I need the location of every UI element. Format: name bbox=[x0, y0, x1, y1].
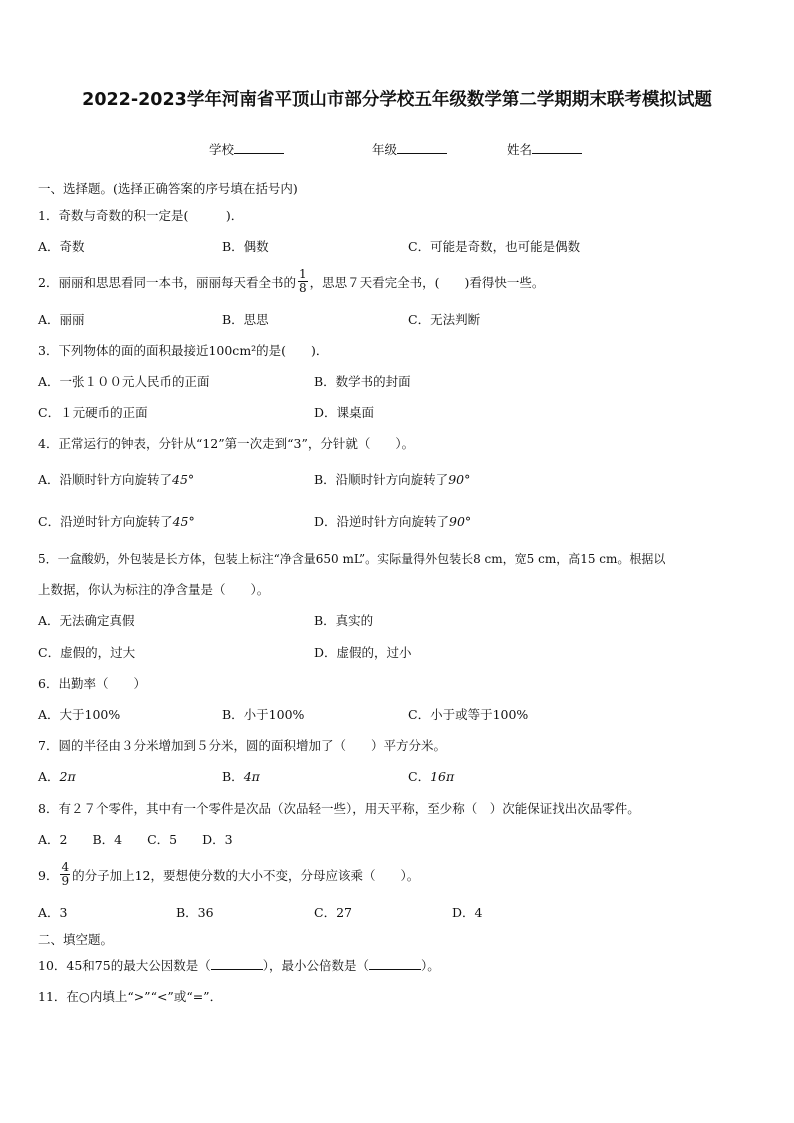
q4-option-d bbox=[314, 514, 471, 530]
school-field bbox=[209, 140, 284, 158]
name-blank bbox=[532, 153, 582, 154]
q2-option-b: B．思思 bbox=[222, 312, 269, 327]
q5-option-a: A．无法确定真假 bbox=[38, 613, 135, 628]
q5-option-b: B．真实的 bbox=[314, 613, 374, 628]
q2-text-before: 2．丽丽和思思看同一本书，丽丽每天看全书的 bbox=[38, 275, 296, 290]
q4-c-value: 45° bbox=[172, 514, 195, 529]
q2-fraction-numerator: 1 bbox=[298, 267, 307, 281]
q8-options: A．2 B．4 C．5 D．3 bbox=[38, 832, 233, 847]
question-11: 11．在○内填上“>”“<”或“=”． bbox=[38, 989, 223, 1004]
q10-text-after: ）。 bbox=[420, 958, 440, 973]
q9-fraction-numerator: 4 bbox=[61, 860, 70, 874]
q2-fraction bbox=[298, 268, 308, 295]
q6-option-c: C．小于或等于100% bbox=[408, 707, 529, 722]
q4-b-text: B．沿顺时针方向旋转了 bbox=[314, 472, 449, 487]
q7-a-value: 2π bbox=[59, 769, 76, 784]
q7-a-label: A． bbox=[38, 769, 60, 784]
q9-fraction-denominator: 9 bbox=[61, 874, 70, 888]
q2-option-a: A．丽丽 bbox=[38, 312, 85, 327]
q9-option-b: B．36 bbox=[176, 905, 214, 920]
q4-b-value: 90° bbox=[448, 472, 471, 487]
q4-a-text: A．沿顺时针方向旋转了 bbox=[38, 472, 173, 487]
q9-option-c: C．27 bbox=[314, 905, 352, 920]
q6-option-a: A．大于100% bbox=[38, 707, 121, 722]
q6-option-b: B．小于100% bbox=[222, 707, 305, 722]
q7-c-value: 16π bbox=[430, 769, 455, 784]
question-5-line-1: 5．一盒酸奶，外包装是长方体，包装上标注“净含量650 mL”。实际量得外包装长8 cm，宽5 cm，高15 cm。根据以 bbox=[38, 552, 666, 566]
q5-option-c: C．虚假的，过大 bbox=[38, 645, 136, 660]
q7-option-c bbox=[408, 769, 454, 785]
school-label: 学校 bbox=[209, 142, 235, 157]
q4-option-b bbox=[314, 472, 470, 488]
q9-text-after: 的分子加上12，要想使分数的大小不变，分母应该乘（ ）。 bbox=[72, 868, 420, 883]
grade-field bbox=[372, 140, 447, 158]
question-6: 6．出勤率（ ） bbox=[38, 676, 146, 691]
q1-option-c: C．可能是奇数，也可能是偶数 bbox=[408, 239, 581, 254]
question-5-line-2: 上数据，你认为标注的净含量是（ ）。 bbox=[38, 582, 270, 597]
q3-option-b: B．数学书的封面 bbox=[314, 374, 411, 389]
question-1: 1．奇数与奇数的积一定是( )． bbox=[38, 208, 244, 223]
question-9 bbox=[38, 861, 419, 891]
q5-option-d: D．虚假的，过小 bbox=[314, 645, 412, 660]
question-3: 3．下列物体的面的面积最接近100cm²的是( )． bbox=[38, 343, 329, 358]
section-1-heading: 一、选择题。(选择正确答案的序号填在括号内) bbox=[38, 181, 298, 196]
q3-option-a: A．一张１００元人民币的正面 bbox=[38, 374, 210, 389]
q7-option-a bbox=[38, 769, 76, 785]
q4-a-value: 45° bbox=[172, 472, 195, 487]
name-field bbox=[507, 140, 582, 158]
page-title: 2022-2023学年河南省平顶山市部分学校五年级数学第二学期期末联考模拟试题 bbox=[82, 90, 712, 110]
grade-label: 年级 bbox=[372, 142, 398, 157]
q9-option-a: A．3 bbox=[38, 905, 68, 920]
q7-option-b bbox=[222, 769, 260, 785]
q2-option-c: C．无法判断 bbox=[408, 312, 481, 327]
q10-text-middle: ），最小公倍数是（ bbox=[262, 958, 369, 973]
q3-option-c: C．１元硬币的正面 bbox=[38, 405, 148, 420]
q2-fraction-denominator: 8 bbox=[298, 281, 307, 295]
q3-option-d: D．课桌面 bbox=[314, 405, 375, 420]
q2-text-after: ，思思７天看完全书，( )看得快一些。 bbox=[309, 275, 545, 290]
question-7: 7．圆的半径由３分米增加到５分米，圆的面积增加了（ ）平方分米。 bbox=[38, 738, 446, 753]
question-2 bbox=[38, 268, 544, 298]
q7-b-value: 4π bbox=[243, 769, 260, 784]
name-label: 姓名 bbox=[507, 142, 533, 157]
q1-option-b: B．偶数 bbox=[222, 239, 269, 254]
q7-b-label: B． bbox=[222, 769, 244, 784]
q10-blank-lcm[interactable] bbox=[369, 969, 421, 970]
q4-c-text: C．沿逆时针方向旋转了 bbox=[38, 514, 173, 529]
question-8: 8．有２７个零件，其中有一个零件是次品（次品轻一些），用天平称，至少称（ ）次能保证找出次品零件。 bbox=[38, 801, 640, 816]
q10-text-before: 10．45和75的最大公因数是（ bbox=[38, 958, 211, 973]
section-2-heading: 二、填空题。 bbox=[38, 932, 114, 947]
q9-text-before: 9． bbox=[38, 868, 59, 883]
q4-d-text: D．沿逆时针方向旋转了 bbox=[314, 514, 450, 529]
question-4: 4．正常运行的钟表，分针从“12”第一次走到“3”，分针就（ ）。 bbox=[38, 436, 415, 451]
q4-option-a bbox=[38, 472, 194, 488]
q10-blank-gcd[interactable] bbox=[211, 969, 263, 970]
grade-blank bbox=[397, 153, 447, 154]
question-10 bbox=[38, 958, 440, 974]
school-blank bbox=[234, 153, 284, 154]
q4-d-value: 90° bbox=[449, 514, 472, 529]
q1-option-a: A．奇数 bbox=[38, 239, 85, 254]
q9-fraction bbox=[60, 861, 70, 888]
q9-option-d: D．4 bbox=[452, 905, 483, 920]
q7-c-label: C． bbox=[408, 769, 431, 784]
q4-option-c bbox=[38, 514, 195, 530]
